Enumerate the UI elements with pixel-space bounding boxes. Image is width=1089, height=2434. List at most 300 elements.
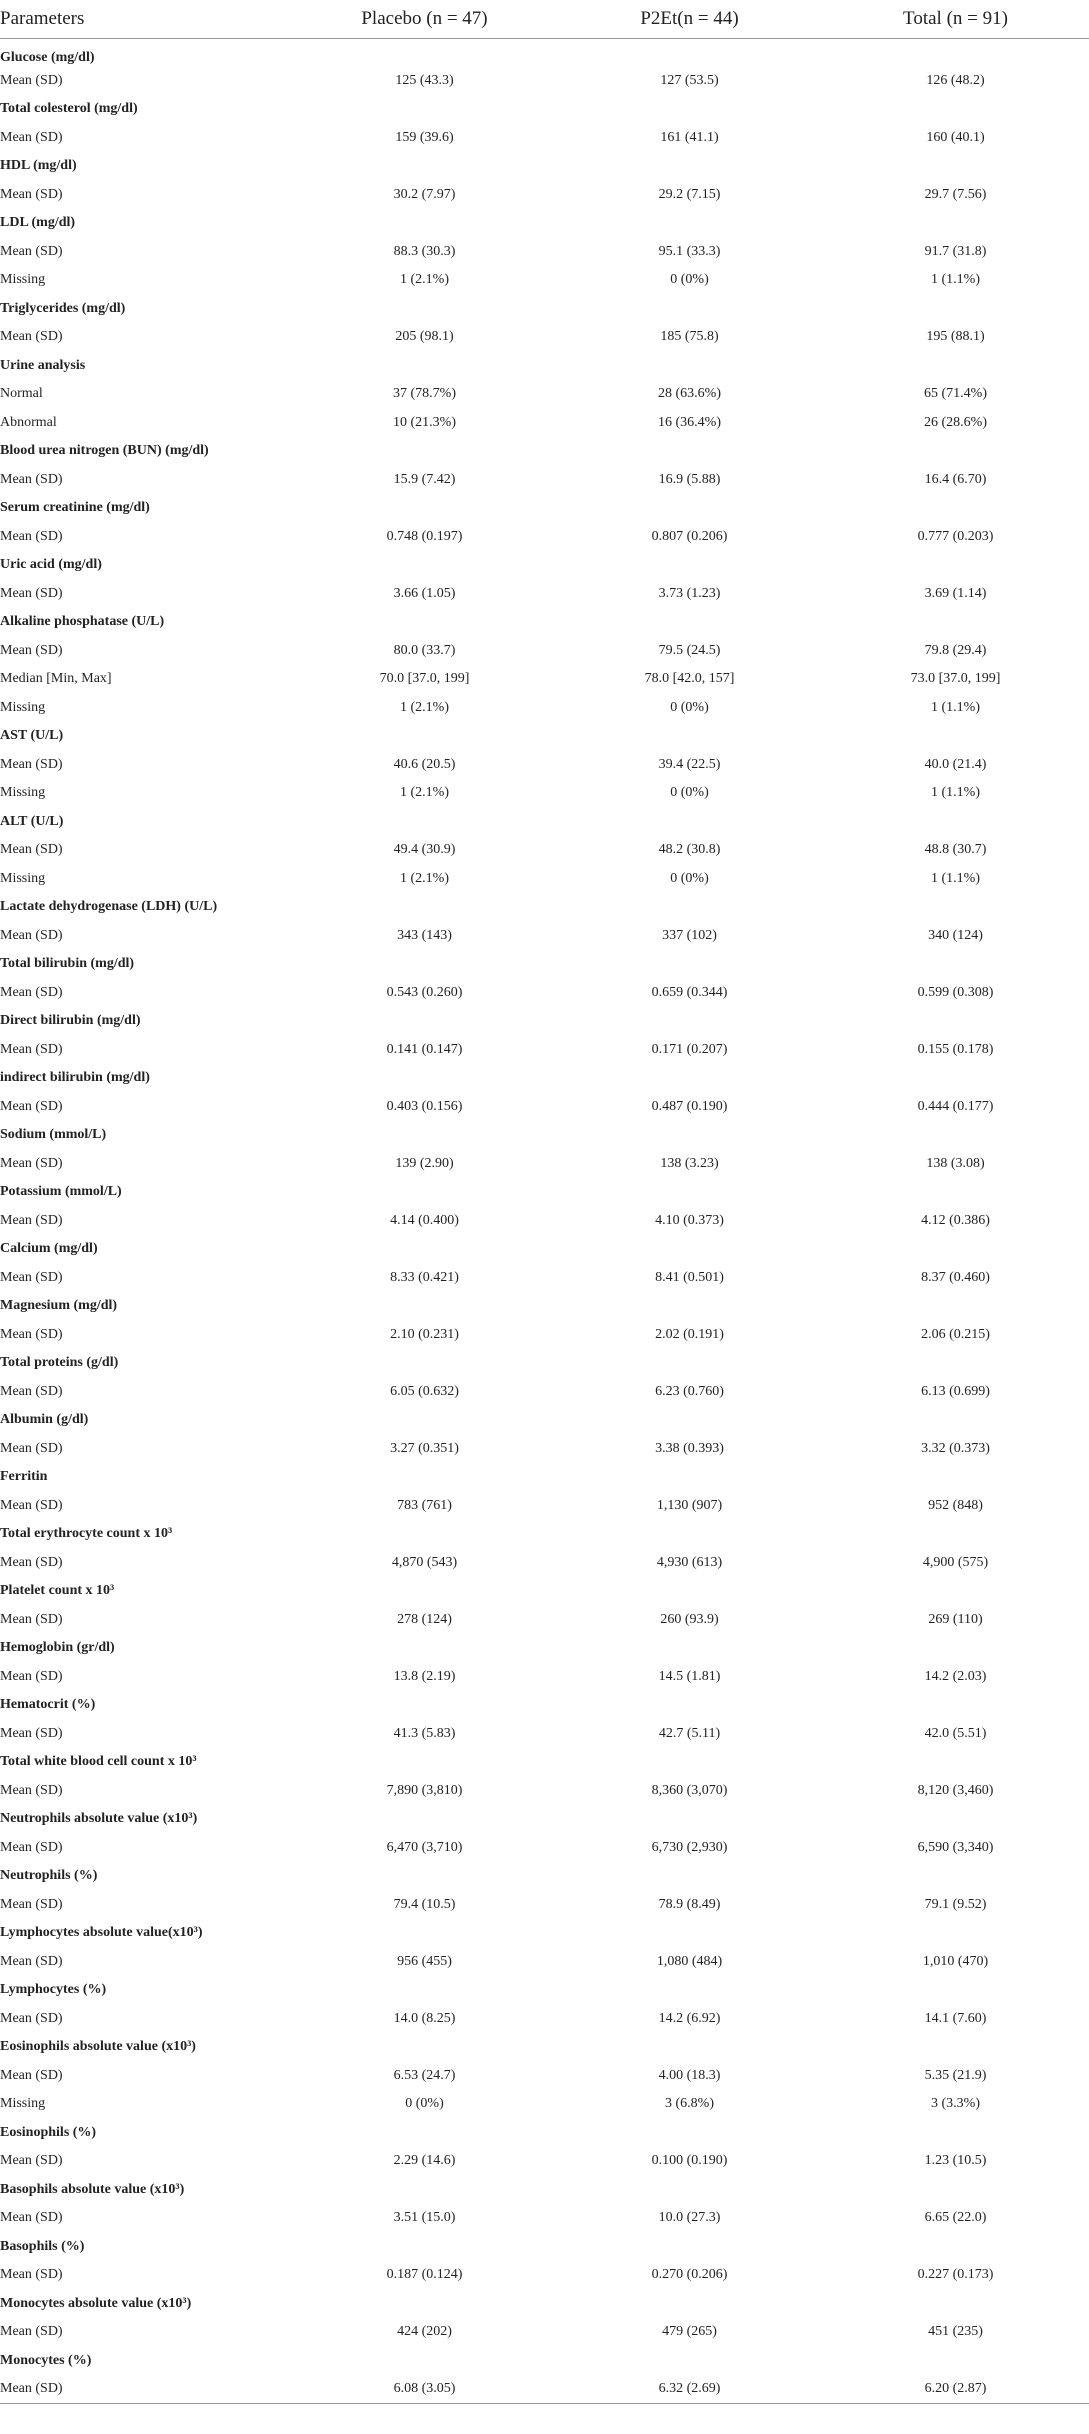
total-cell bbox=[822, 1406, 1089, 1435]
p2et-value: 48.2 (30.8) bbox=[658, 842, 721, 858]
group-header-row bbox=[0, 494, 1089, 523]
placebo-value: 6,470 (3,710) bbox=[386, 1839, 463, 1855]
row-label: Mean (SD) bbox=[0, 842, 63, 858]
group-label: Serum creatinine (mg/dl) bbox=[0, 500, 150, 516]
p2et-cell bbox=[557, 209, 822, 238]
total-value: 6,590 (3,340) bbox=[917, 1839, 994, 1855]
group-label: Potassium (mmol/L) bbox=[0, 1184, 122, 1200]
placebo-cell bbox=[292, 2033, 557, 2062]
table-row bbox=[0, 323, 1089, 352]
p2et-value: 0 (0%) bbox=[670, 699, 709, 715]
total-cell bbox=[822, 494, 1089, 523]
placebo-value: 3.27 (0.351) bbox=[390, 1440, 459, 1456]
total-cell bbox=[822, 95, 1089, 124]
row-label: Mean (SD) bbox=[0, 927, 63, 943]
group-label: Blood urea nitrogen (BUN) (mg/dl) bbox=[0, 443, 209, 459]
group-header-row bbox=[0, 1805, 1089, 1834]
p2et-value: 1,080 (484) bbox=[656, 1953, 723, 1969]
group-header-row bbox=[0, 209, 1089, 238]
p2et-value: 14.2 (6.92) bbox=[658, 2010, 721, 2026]
group-label: Basophils (%) bbox=[0, 2238, 85, 2254]
group-header-row bbox=[0, 152, 1089, 181]
p2et-cell bbox=[557, 1463, 822, 1492]
placebo-value: 0.187 (0.124) bbox=[386, 2267, 463, 2283]
row-label: Mean (SD) bbox=[0, 1782, 63, 1798]
placebo-value: 13.8 (2.19) bbox=[393, 1668, 456, 1684]
total-value: 3 (3.3%) bbox=[931, 2096, 980, 2112]
table-row bbox=[0, 836, 1089, 865]
row-label: Mean (SD) bbox=[0, 329, 63, 345]
group-header-row bbox=[0, 1235, 1089, 1264]
row-label: Mean (SD) bbox=[0, 1383, 63, 1399]
group-header-row bbox=[0, 808, 1089, 837]
group-label: Monocytes (%) bbox=[0, 2352, 92, 2368]
row-label: Mean (SD) bbox=[0, 984, 63, 1000]
total-cell bbox=[822, 1292, 1089, 1321]
group-label: Glucose (mg/dl) bbox=[0, 49, 95, 65]
group-header-row bbox=[0, 437, 1089, 466]
p2et-value: 1,130 (907) bbox=[656, 1497, 723, 1513]
total-value: 73.0 [37.0, 199] bbox=[910, 671, 1001, 687]
p2et-value: 6,730 (2,930) bbox=[651, 1839, 728, 1855]
row-label: Missing bbox=[0, 272, 46, 288]
total-cell bbox=[822, 38, 1089, 67]
group-header-row bbox=[0, 295, 1089, 324]
group-header-row bbox=[0, 1976, 1089, 2005]
placebo-value: 278 (124) bbox=[397, 1611, 452, 1627]
table-row bbox=[0, 1606, 1089, 1635]
group-header-row bbox=[0, 95, 1089, 124]
total-cell bbox=[822, 209, 1089, 238]
placebo-value: 1 (2.1%) bbox=[400, 272, 449, 288]
p2et-cell bbox=[557, 2033, 822, 2062]
group-header-row bbox=[0, 1178, 1089, 1207]
placebo-cell bbox=[292, 2290, 557, 2319]
placebo-value: 956 (455) bbox=[397, 1953, 452, 1969]
p2et-value: 78.9 (8.49) bbox=[658, 1896, 721, 1912]
total-value: 42.0 (5.51) bbox=[924, 1725, 987, 1741]
placebo-value: 3.51 (15.0) bbox=[393, 2210, 456, 2226]
p2et-value: 6.32 (2.69) bbox=[557, 2375, 822, 2404]
p2et-value: 39.4 (22.5) bbox=[658, 756, 721, 772]
group-header-row bbox=[0, 950, 1089, 979]
p2et-value: 16.9 (5.88) bbox=[658, 471, 721, 487]
total-cell bbox=[822, 1178, 1089, 1207]
total-cell bbox=[822, 152, 1089, 181]
placebo-value: 10 (21.3%) bbox=[393, 414, 456, 430]
total-cell bbox=[822, 722, 1089, 751]
group-label: Calcium (mg/dl) bbox=[0, 1241, 98, 1257]
row-label: Mean (SD) bbox=[0, 1725, 63, 1741]
placebo-value: 783 (761) bbox=[397, 1497, 452, 1513]
p2et-value: 0 (0%) bbox=[670, 272, 709, 288]
row-label: Missing bbox=[0, 699, 46, 715]
group-label: Lactate dehydrogenase (LDH) (U/L) bbox=[0, 899, 218, 915]
placebo-cell bbox=[292, 1748, 557, 1777]
placebo-cell bbox=[292, 1691, 557, 1720]
placebo-value: 424 (202) bbox=[397, 2324, 452, 2340]
group-header-row bbox=[0, 2233, 1089, 2262]
table-row bbox=[0, 694, 1089, 723]
placebo-cell bbox=[292, 1805, 557, 1834]
table-row bbox=[0, 266, 1089, 295]
placebo-value: 125 (43.3) bbox=[395, 72, 454, 88]
p2et-cell bbox=[557, 722, 822, 751]
group-label: Monocytes absolute value (x10³) bbox=[0, 2295, 192, 2311]
total-value: 3.32 (0.373) bbox=[921, 1440, 990, 1456]
placebo-cell bbox=[292, 437, 557, 466]
total-cell bbox=[822, 1349, 1089, 1378]
row-label: Mean (SD) bbox=[0, 1098, 63, 1114]
p2et-value: 78.0 [42.0, 157] bbox=[644, 671, 735, 687]
p2et-cell bbox=[557, 1178, 822, 1207]
total-cell bbox=[822, 2233, 1089, 2262]
group-header-row bbox=[0, 2119, 1089, 2148]
placebo-value: 7,890 (3,810) bbox=[386, 1782, 463, 1798]
row-label: Missing bbox=[0, 870, 46, 886]
group-header-row bbox=[0, 2176, 1089, 2205]
placebo-value: 343 (143) bbox=[397, 927, 452, 943]
total-value: 6.65 (22.0) bbox=[924, 2210, 987, 2226]
p2et-cell bbox=[557, 1007, 822, 1036]
total-cell bbox=[822, 950, 1089, 979]
total-cell bbox=[822, 2347, 1089, 2376]
table-row bbox=[0, 523, 1089, 552]
total-value: 91.7 (31.8) bbox=[924, 243, 987, 259]
p2et-cell bbox=[557, 1520, 822, 1549]
p2et-value: 4,930 (613) bbox=[656, 1554, 723, 1570]
table-row bbox=[0, 1321, 1089, 1350]
table-row bbox=[0, 2204, 1089, 2233]
placebo-value: 2.29 (14.6) bbox=[393, 2153, 456, 2169]
row-label: Mean (SD) bbox=[0, 186, 63, 202]
group-header-row bbox=[0, 1748, 1089, 1777]
p2et-value: 260 (93.9) bbox=[660, 1611, 719, 1627]
placebo-value: 4,870 (543) bbox=[391, 1554, 458, 1570]
p2et-value: 8.41 (0.501) bbox=[655, 1269, 724, 1285]
placebo-cell bbox=[292, 152, 557, 181]
placebo-cell bbox=[292, 808, 557, 837]
row-label: Mean (SD) bbox=[0, 1839, 63, 1855]
p2et-value: 79.5 (24.5) bbox=[658, 642, 721, 658]
header-placebo: Placebo (n = 47) bbox=[292, 0, 557, 38]
total-value: 952 (848) bbox=[928, 1497, 983, 1513]
row-label: Mean (SD) bbox=[0, 528, 63, 544]
table-row bbox=[0, 1435, 1089, 1464]
total-cell bbox=[822, 1121, 1089, 1150]
table-row bbox=[0, 1834, 1089, 1863]
p2et-cell bbox=[557, 1748, 822, 1777]
row-label: Mean (SD) bbox=[0, 2375, 292, 2404]
placebo-value: 1 (2.1%) bbox=[400, 870, 449, 886]
p2et-value: 4.10 (0.373) bbox=[655, 1212, 724, 1228]
total-value: 451 (235) bbox=[928, 2324, 983, 2340]
placebo-value: 1 (2.1%) bbox=[400, 699, 449, 715]
row-label: Missing bbox=[0, 785, 46, 801]
group-label: Uric acid (mg/dl) bbox=[0, 557, 102, 573]
placebo-cell bbox=[292, 1235, 557, 1264]
total-cell bbox=[822, 1463, 1089, 1492]
placebo-cell bbox=[292, 722, 557, 751]
table-row bbox=[0, 238, 1089, 267]
total-cell bbox=[822, 2119, 1089, 2148]
table-row bbox=[0, 124, 1089, 153]
table-row bbox=[0, 2062, 1089, 2091]
placebo-value: 14.0 (8.25) bbox=[393, 2010, 456, 2026]
p2et-value: 95.1 (33.3) bbox=[658, 243, 721, 259]
placebo-cell bbox=[292, 295, 557, 324]
group-header-row bbox=[0, 1406, 1089, 1435]
p2et-cell bbox=[557, 2233, 822, 2262]
p2et-value: 10.0 (27.3) bbox=[658, 2210, 721, 2226]
group-header-row bbox=[0, 1577, 1089, 1606]
table-row bbox=[0, 751, 1089, 780]
group-label: Alkaline phosphatase (U/L) bbox=[0, 614, 165, 630]
total-value: 1 (1.1%) bbox=[931, 870, 980, 886]
header-parameters: Parameters bbox=[0, 0, 292, 38]
p2et-value: 479 (265) bbox=[662, 2324, 717, 2340]
placebo-value: 70.0 [37.0, 199] bbox=[379, 671, 470, 687]
group-header-row bbox=[0, 1691, 1089, 1720]
group-label: LDL (mg/dl) bbox=[0, 215, 76, 231]
placebo-value: 4.14 (0.400) bbox=[390, 1212, 459, 1228]
row-label: Mean (SD) bbox=[0, 1155, 63, 1171]
group-header-row bbox=[0, 1292, 1089, 1321]
p2et-value: 161 (41.1) bbox=[660, 129, 719, 145]
placebo-value: 6.53 (24.7) bbox=[393, 2067, 456, 2083]
row-label: Mean (SD) bbox=[0, 1212, 63, 1228]
placebo-cell bbox=[292, 1634, 557, 1663]
p2et-value: 0.659 (0.344) bbox=[651, 984, 728, 1000]
placebo-cell bbox=[292, 1976, 557, 2005]
placebo-value: 0.748 (0.197) bbox=[386, 528, 463, 544]
group-label: Eosinophils (%) bbox=[0, 2124, 97, 2140]
group-header-row bbox=[0, 1634, 1089, 1663]
table-row bbox=[0, 580, 1089, 609]
table-row bbox=[0, 181, 1089, 210]
total-cell bbox=[822, 893, 1089, 922]
p2et-cell bbox=[557, 152, 822, 181]
table-row bbox=[0, 2005, 1089, 2034]
p2et-value: 185 (75.8) bbox=[660, 329, 719, 345]
total-value: 269 (110) bbox=[928, 1611, 983, 1627]
table-row bbox=[0, 665, 1089, 694]
group-label: AST (U/L) bbox=[0, 728, 64, 744]
table-row bbox=[0, 1207, 1089, 1236]
p2et-value: 28 (63.6%) bbox=[658, 386, 721, 402]
table-row bbox=[0, 779, 1089, 808]
p2et-cell bbox=[557, 1406, 822, 1435]
p2et-cell bbox=[557, 1064, 822, 1093]
group-label: Neutrophils (%) bbox=[0, 1868, 98, 1884]
p2et-value: 6.23 (0.760) bbox=[655, 1383, 724, 1399]
placebo-cell bbox=[292, 551, 557, 580]
table-row bbox=[0, 2090, 1089, 2119]
group-label: Ferritin bbox=[0, 1469, 48, 1485]
table-row bbox=[0, 1720, 1089, 1749]
row-label: Mean (SD) bbox=[0, 2067, 63, 2083]
group-label: Eosinophils absolute value (x10³) bbox=[0, 2039, 196, 2055]
table-row bbox=[0, 380, 1089, 409]
placebo-value: 30.2 (7.97) bbox=[393, 186, 456, 202]
group-label: Total white blood cell count x 10³ bbox=[0, 1754, 197, 1770]
group-label: Lymphocytes (%) bbox=[0, 1982, 107, 1998]
group-label: Urine analysis bbox=[0, 357, 86, 373]
group-label: Total colesterol (mg/dl) bbox=[0, 101, 138, 117]
group-header-row bbox=[0, 1064, 1089, 1093]
row-label: Abnormal bbox=[0, 414, 57, 430]
table-row bbox=[0, 1150, 1089, 1179]
group-header-row bbox=[0, 1520, 1089, 1549]
row-label: Mean (SD) bbox=[0, 1326, 63, 1342]
row-label: Mean (SD) bbox=[0, 1497, 63, 1513]
table-row bbox=[0, 1036, 1089, 1065]
total-value: 1.23 (10.5) bbox=[924, 2153, 987, 2169]
group-label: Hematocrit (%) bbox=[0, 1697, 96, 1713]
group-header-row bbox=[0, 2033, 1089, 2062]
total-cell bbox=[822, 1919, 1089, 1948]
table-row bbox=[0, 1549, 1089, 1578]
placebo-value: 41.3 (5.83) bbox=[393, 1725, 456, 1741]
row-label: Mean (SD) bbox=[0, 2267, 63, 2283]
table-header-row bbox=[0, 0, 1089, 38]
row-label: Mean (SD) bbox=[0, 585, 63, 601]
group-label: Hemoglobin (gr/dl) bbox=[0, 1640, 115, 1656]
placebo-cell bbox=[292, 1064, 557, 1093]
group-header-row bbox=[0, 2290, 1089, 2319]
placebo-value: 49.4 (30.9) bbox=[393, 842, 456, 858]
row-label: Median [Min, Max] bbox=[0, 671, 112, 687]
total-cell bbox=[822, 295, 1089, 324]
total-value: 48.8 (30.7) bbox=[924, 842, 987, 858]
table-row bbox=[0, 2375, 1089, 2404]
p2et-cell bbox=[557, 893, 822, 922]
placebo-value: 15.9 (7.42) bbox=[393, 471, 456, 487]
total-value: 16.4 (6.70) bbox=[924, 471, 987, 487]
table-row bbox=[0, 922, 1089, 951]
p2et-cell bbox=[557, 1349, 822, 1378]
p2et-cell bbox=[557, 437, 822, 466]
group-header-row bbox=[0, 2347, 1089, 2376]
p2et-value: 0.270 (0.206) bbox=[651, 2267, 728, 2283]
placebo-value: 0.141 (0.147) bbox=[386, 1041, 463, 1057]
p2et-cell bbox=[557, 808, 822, 837]
placebo-cell bbox=[292, 1862, 557, 1891]
group-header-row bbox=[0, 608, 1089, 637]
placebo-cell bbox=[292, 95, 557, 124]
placebo-cell bbox=[292, 1577, 557, 1606]
row-label: Mean (SD) bbox=[0, 471, 63, 487]
total-value: 1,010 (470) bbox=[922, 1953, 989, 1969]
group-label: Platelet count x 10³ bbox=[0, 1583, 115, 1599]
p2et-cell bbox=[557, 1634, 822, 1663]
total-value: 340 (124) bbox=[928, 927, 983, 943]
p2et-value: 42.7 (5.11) bbox=[658, 1725, 721, 1741]
placebo-cell bbox=[292, 1919, 557, 1948]
total-value: 195 (88.1) bbox=[926, 329, 985, 345]
group-label: Triglycerides (mg/dl) bbox=[0, 300, 126, 316]
group-label: Basophils absolute value (x10³) bbox=[0, 2181, 185, 2197]
total-value: 5.35 (21.9) bbox=[924, 2067, 987, 2083]
total-cell bbox=[822, 2033, 1089, 2062]
p2et-cell bbox=[557, 95, 822, 124]
table-row bbox=[0, 466, 1089, 495]
row-label: Mean (SD) bbox=[0, 1896, 63, 1912]
p2et-value: 3 (6.8%) bbox=[665, 2096, 714, 2112]
table-row bbox=[0, 979, 1089, 1008]
row-label: Mean (SD) bbox=[0, 243, 63, 259]
group-label: Sodium (mmol/L) bbox=[0, 1127, 107, 1143]
placebo-cell bbox=[292, 494, 557, 523]
p2et-value: 0.100 (0.190) bbox=[651, 2153, 728, 2169]
p2et-value: 127 (53.5) bbox=[660, 72, 719, 88]
total-cell bbox=[822, 1862, 1089, 1891]
table-row bbox=[0, 67, 1089, 96]
table-row bbox=[0, 409, 1089, 438]
placebo-value: 139 (2.90) bbox=[395, 1155, 454, 1171]
p2et-value: 337 (102) bbox=[662, 927, 717, 943]
placebo-cell bbox=[292, 2347, 557, 2376]
total-value: 8,120 (3,460) bbox=[917, 1782, 994, 1798]
group-header-row bbox=[0, 722, 1089, 751]
total-value: 126 (48.2) bbox=[926, 72, 985, 88]
row-label: Mean (SD) bbox=[0, 1269, 63, 1285]
row-label: Normal bbox=[0, 386, 43, 402]
group-header-row bbox=[0, 38, 1089, 67]
total-cell bbox=[822, 1235, 1089, 1264]
p2et-cell bbox=[557, 1235, 822, 1264]
total-value: 8.37 (0.460) bbox=[921, 1269, 990, 1285]
total-value: 79.1 (9.52) bbox=[924, 1896, 987, 1912]
group-label: indirect bilirubin (mg/dl) bbox=[0, 1070, 150, 1086]
group-header-row bbox=[0, 551, 1089, 580]
row-label: Mean (SD) bbox=[0, 642, 63, 658]
group-label: Albumin (g/dl) bbox=[0, 1412, 89, 1428]
group-label: Total bilirubin (mg/dl) bbox=[0, 956, 135, 972]
table-row bbox=[0, 1663, 1089, 1692]
total-value: 2.06 (0.215) bbox=[921, 1326, 990, 1342]
p2et-cell bbox=[557, 1919, 822, 1948]
total-cell bbox=[822, 437, 1089, 466]
placebo-cell bbox=[292, 950, 557, 979]
p2et-value: 0 (0%) bbox=[670, 785, 709, 801]
total-cell bbox=[822, 1520, 1089, 1549]
table-row bbox=[0, 2261, 1089, 2290]
placebo-cell bbox=[292, 1121, 557, 1150]
total-value: 1 (1.1%) bbox=[931, 699, 980, 715]
row-label: Mean (SD) bbox=[0, 129, 63, 145]
total-cell bbox=[822, 808, 1089, 837]
group-header-row bbox=[0, 1862, 1089, 1891]
total-value: 29.7 (7.56) bbox=[924, 186, 987, 202]
total-value: 138 (3.08) bbox=[926, 1155, 985, 1171]
total-value: 26 (28.6%) bbox=[924, 414, 987, 430]
total-value: 40.0 (21.4) bbox=[924, 756, 987, 772]
table-row bbox=[0, 2318, 1089, 2347]
placebo-cell bbox=[292, 893, 557, 922]
total-value: 6.13 (0.699) bbox=[921, 1383, 990, 1399]
placebo-cell bbox=[292, 608, 557, 637]
total-value: 4.12 (0.386) bbox=[921, 1212, 990, 1228]
p2et-cell bbox=[557, 1292, 822, 1321]
table-row bbox=[0, 1093, 1089, 1122]
table-row bbox=[0, 637, 1089, 666]
total-value: 14.1 (7.60) bbox=[924, 2010, 987, 2026]
placebo-value: 88.3 (30.3) bbox=[393, 243, 456, 259]
placebo-value: 8.33 (0.421) bbox=[390, 1269, 459, 1285]
row-label: Mean (SD) bbox=[0, 2010, 63, 2026]
p2et-cell bbox=[557, 2176, 822, 2205]
